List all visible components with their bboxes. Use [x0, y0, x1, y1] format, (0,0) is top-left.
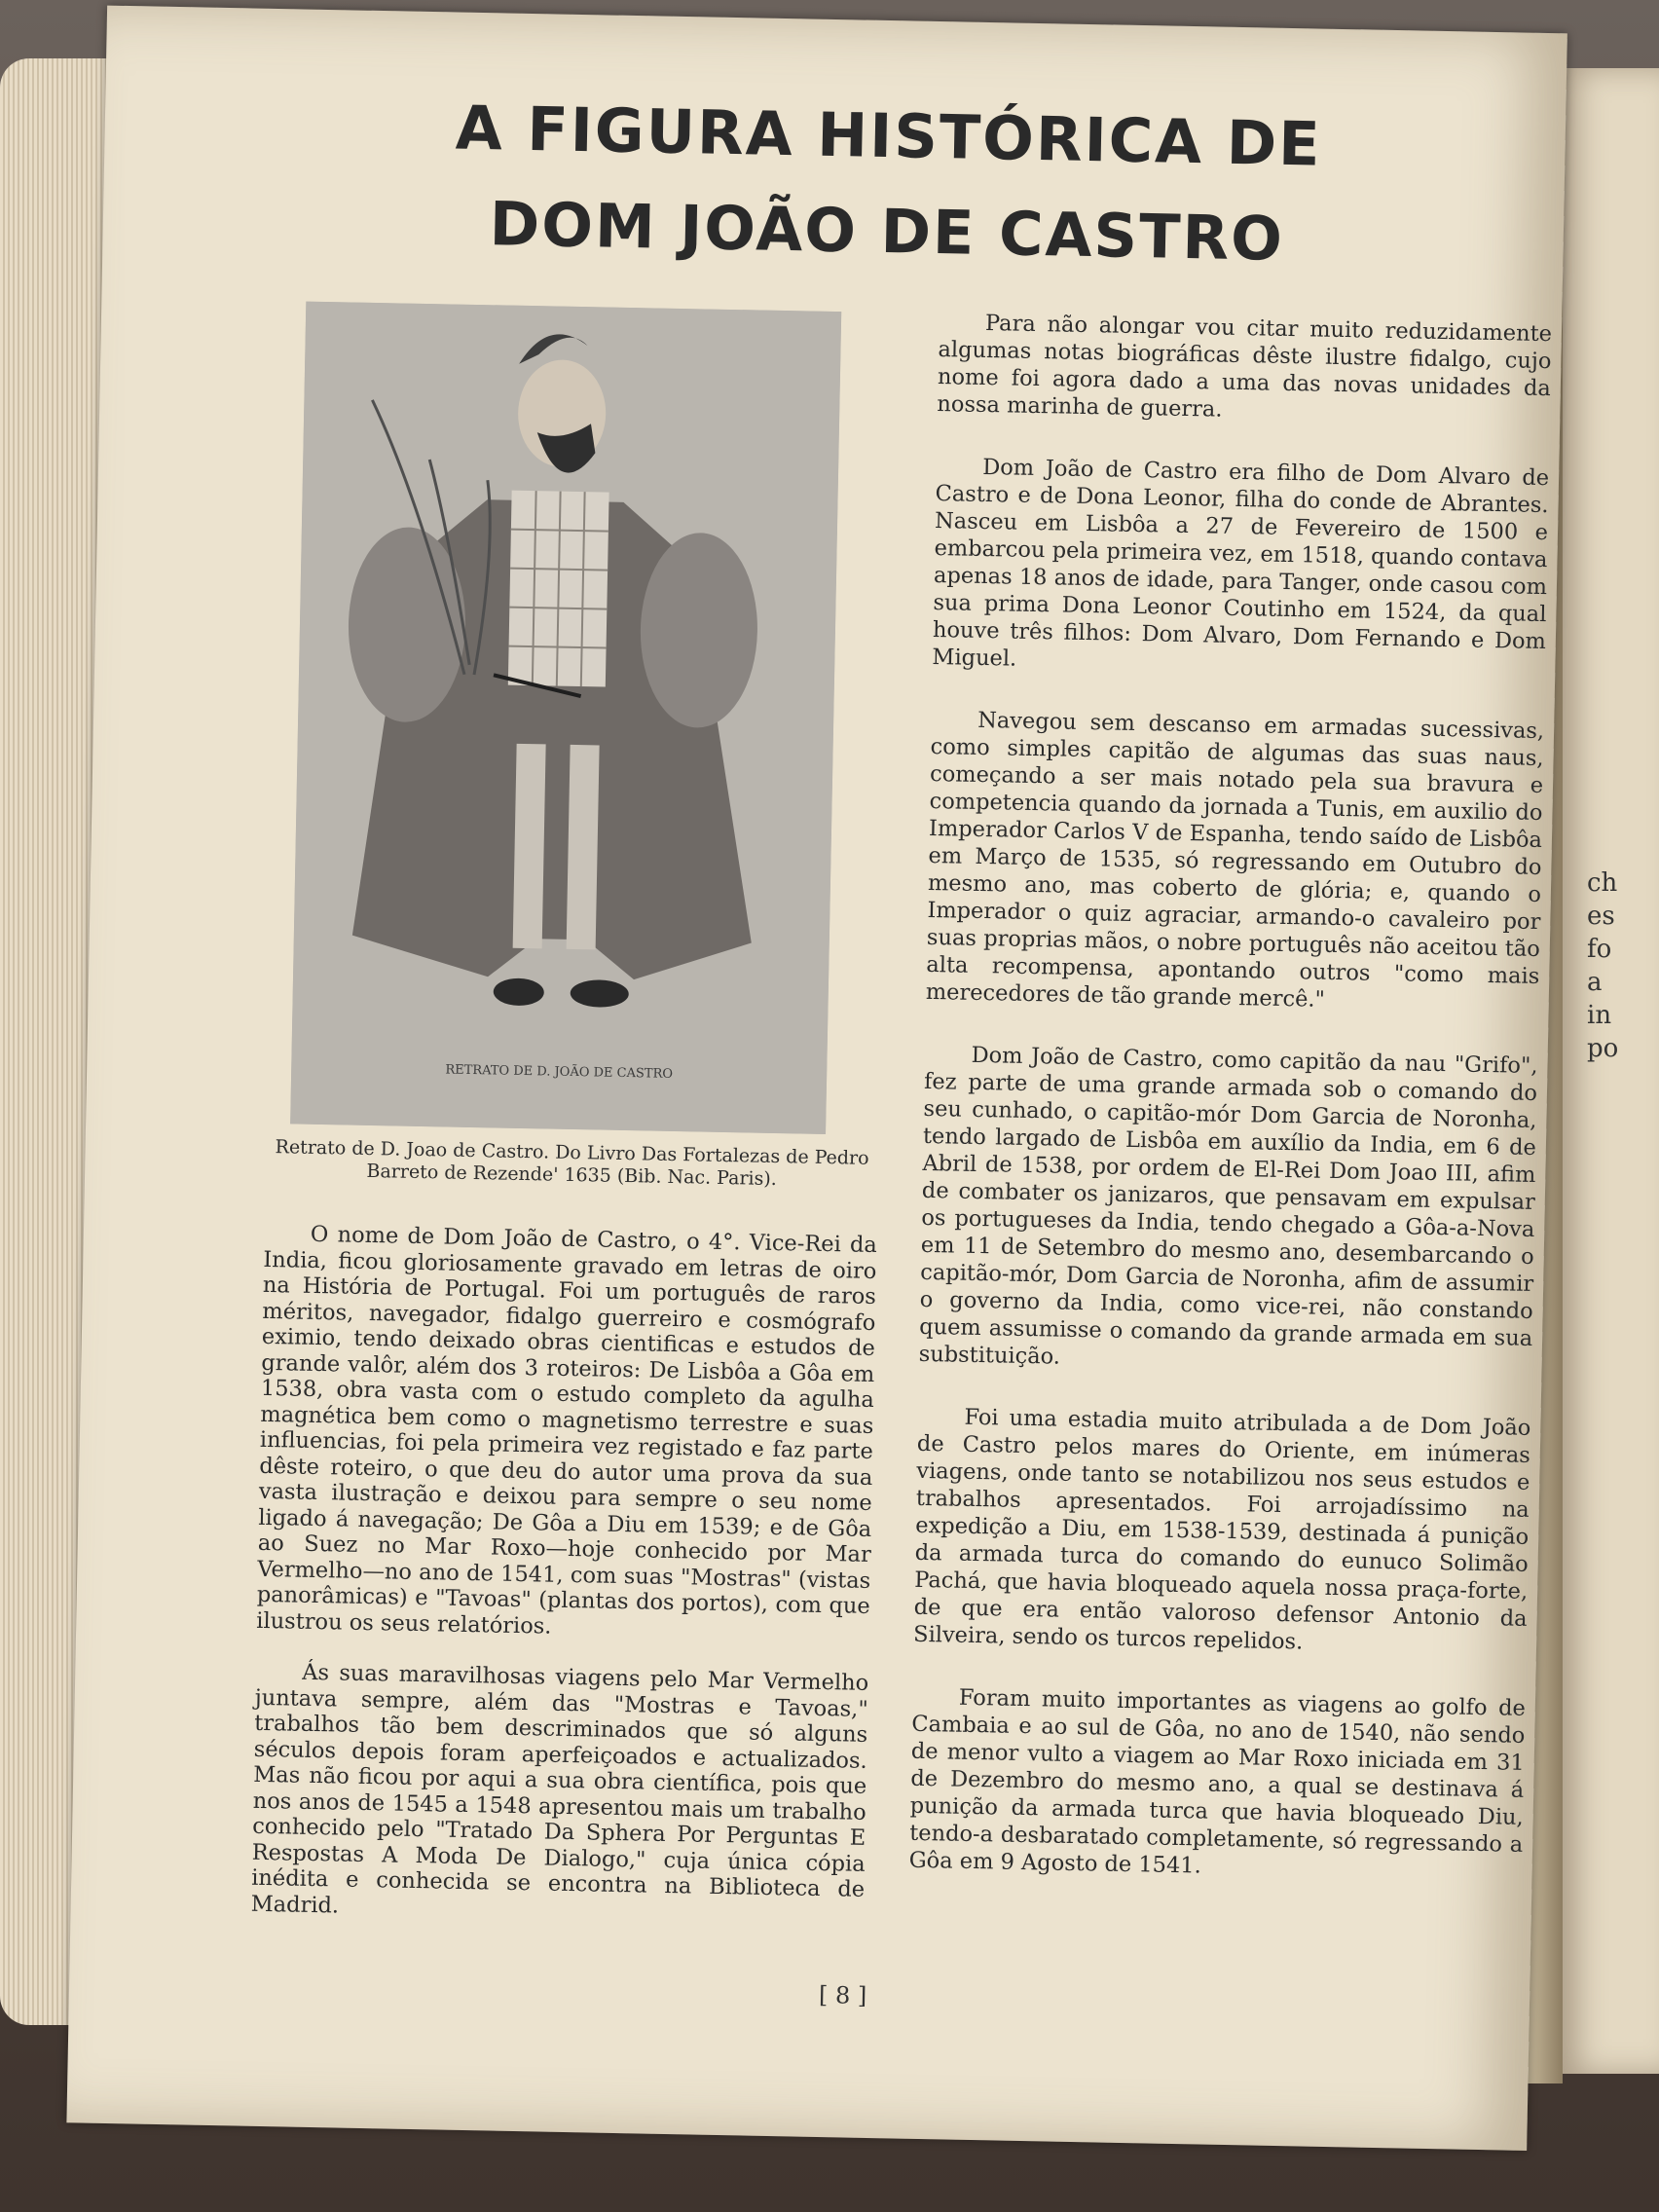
page-title: A FIGURA HISTÓRICA DE DOM JOÃO DE CASTRO [455, 92, 1323, 275]
facing-page-text-fragment: ch es fo a in po [1587, 868, 1619, 1063]
paragraph: Dom João de Castro era filho de Dom Alvaro de Castro e de Dona Leonor, filha do conde de Abrantes. Nasceu em Lisbôa a 27 de Fevereiro de 1500 e embarcou pela primeira vez, em 1518, quando contava apenas 18 anos de idade, para Tanger, onde casou com sua prima Dona Leonor Coutinho em 1524, da qual houve três filhos: Dom Alvaro, Dom Fernando e Dom Miguel. [932, 454, 1550, 672]
paragraph: Navegou sem descanso em armadas sucessivas, como simples capitão de algumas das suas naus, começando a ser mais notado pela sua bravura e competencia quando da jornada a Tunis, em auxilio do Imperador Carlos V de Espanha, tendo saído de Lisbôa em Março de 1535, só regressando em Outubro do mesmo ano, mas coberto de glória; e, quando o Imperador o quiz agraciar, armando-o cavaleiro por suas proprias mãos, o nobre português não aceitou tão alta recompensa, apontando outros "como mais merecedores de tão grande mercê." [925, 707, 1545, 1013]
paragraph: Foram muito importantes as viagens ao golfo de Cambaia e ao sul de Gôa, no ano de 1540, não sendo de menor vulto a viagem ao Mar Roxo iniciada em 31 de Dezembro do mesmo ano, a qual se destinava á punição da armada turca que havia bloqueado Diu, tendo-a desbaratado completamente, só regressando a Gôa em 9 Agosto de 1541. [908, 1684, 1527, 1879]
paragraph: Foi uma estadia muito atribulada a de Dom João de Castro pelos mares do Oriente, em inúmeras viagens, onde tanto se notabilizou nos seus estudos e trabalhos apresentados. Foi arrojadíssimo na expedição a Diu, em 1538-1539, destinada á punição da armada turca do comando do eunuco Solimão Pachá, que havia bloqueado aquela nossa praça-forte, de que era então valoroso defensor Antonio da Silveira, sendo os turcos repelidos. [912, 1404, 1531, 1655]
portrait-inscription: RETRATO DE D. JOÃO DE CASTRO [445, 1062, 674, 1082]
facing-page [1558, 68, 1659, 2074]
figure-caption: Retrato de D. Joao de Castro. Do Livro Das Fortalezas de Pedro Barreto de Rezende' 1635 (Bib. Nac. Paris). [275, 1136, 869, 1191]
page-number: [ 8 ] [818, 1981, 867, 2009]
left-column [250, 1221, 877, 1954]
portrait-figure [290, 302, 841, 1134]
paragraph: Para não alongar vou citar muito reduzidamente algumas notas biográficas dêste ilustre fidalgo, cujo nome foi agora dado a uma das novas unidades da nossa marinha de guerra. [937, 310, 1553, 423]
portrait-illustration [290, 302, 841, 1134]
paragraph: O nome de Dom João de Castro, o 4°. Vice-Rei da India, ficou gloriosamente gravado em letras de oiro na História de Portugal. Foi um português de raros méritos, navegador, fidalgo guerreiro e cosmógrafo eximio, tendo deixado obras cientificas e estudos de grande valôr, além dos 3 roteiros: De Lisbôa a Gôa em 1538, obra vasta com o estudo completo da agulha magnética bem como o magnetismo terrestre e suas influencias, foi pela primeira vez registado e faz parte dêste roteiro, o que deu do autor uma prova da sua vasta ilustração e deixou para sempre o seu nome ligado á navegação; De Gôa a Diu em 1539; e de Gôa ao Suez no Mar Roxo—hoje conhecido por Mar Vermelho—no ano de 1541, com suas "Mostras" (vistas panorâmicas) e "Tavoas" (plantas dos portos), com que ilustrou os seus relatórios. [256, 1221, 878, 1640]
paragraph: Dom João de Castro, como capitão da nau "Grifo", fez parte de uma grande armada sob o comando do seu cunhado, o capitão-mór Dom Garcia de Noronha, tendo largado de Lisbôa em auxílio da India, em 6 de Abril de 1538, por ordem de El-Rei Dom Joao III, afim de combater os janizaros, que pensavam em expulsar os portugueses da India, tendo chegado a Gôa-a-Nova em 11 de Setembro do mesmo ano, desembarcando o capitão-mór, Dom Garcia de Noronha, afim de assumir o governo da India, como vice-rei, não constando quem assumisse o comando da grande armada em sua substituição. [918, 1042, 1538, 1370]
paragraph: Ás suas maravilhosas viagens pelo Mar Vermelho juntava sempre, além das "Mostras e Tavoas," trabalhos tão bem descriminados que só alguns séculos depois foram aperfeiçoados e actualizados. Mas não ficou por aqui a sua obra científica, pois que nos anos de 1545 a 1548 apresentou mais um trabalho conhecido pelo "Tratado Da Sphera Por Perguntas E Respostas A Moda De Dialogo," cuja única cópia inédita e conhecida se encontra na Biblioteca de Madrid. [250, 1659, 869, 1919]
magazine-page [66, 6, 1567, 2151]
right-column [908, 309, 1552, 1921]
